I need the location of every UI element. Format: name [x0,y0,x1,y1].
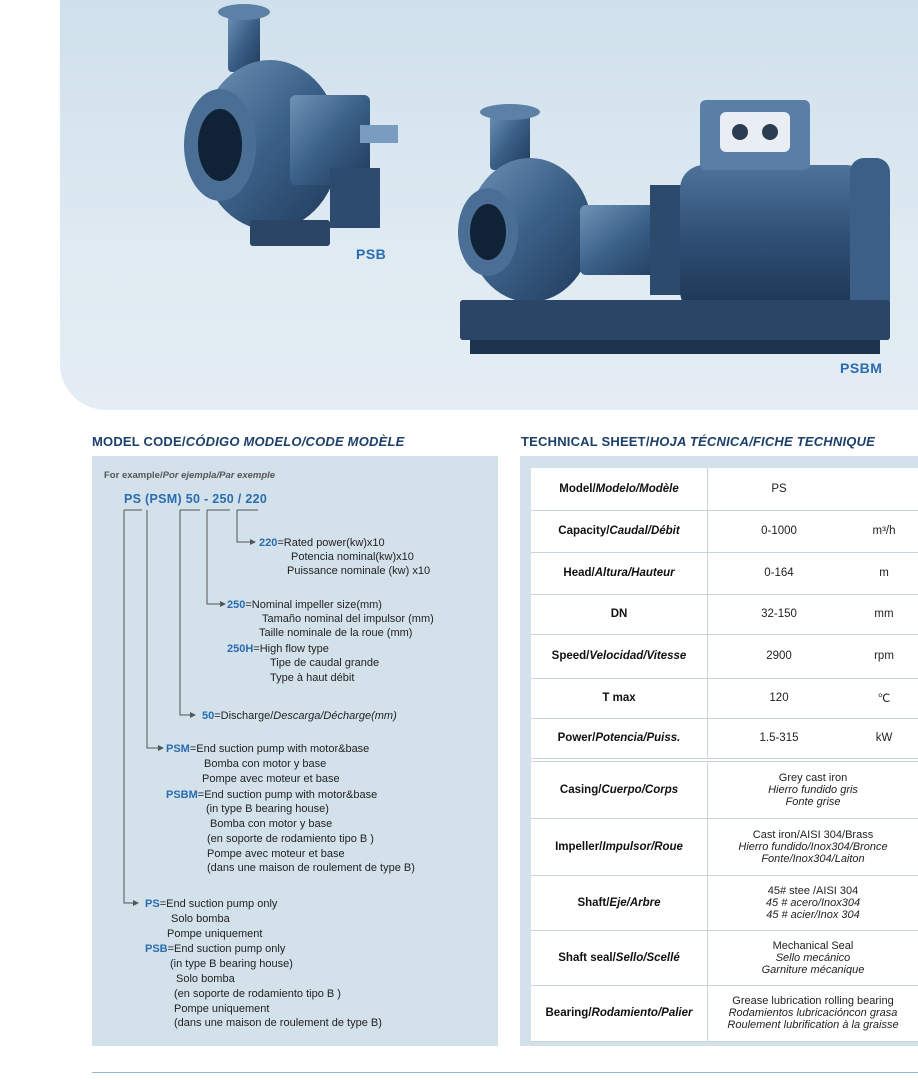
psm-code: PSM [166,743,190,755]
tech-sheet-table [531,468,918,1042]
material-fr: Roulement lubrification à la graisse [727,1019,899,1031]
psb-pump-illustration [60,0,918,410]
ps-code: PS [145,898,160,910]
table-row [531,875,918,930]
spec-label-es-fr: Modelo/Modèle [595,482,679,495]
material-en: Cast iron/AISI 304/Brass [752,828,874,841]
table-row [531,985,918,1041]
spec-value: 0-1000 [708,510,851,552]
psm-line-fr: Pompe avec moteur et base [202,773,340,785]
spec-label [531,678,708,718]
highflow-def [227,642,329,656]
material-label-es-fr: Cuerpo/Corps [601,783,679,796]
material-label [531,818,708,875]
material-en: Grease lubrication rolling bearing [732,995,894,1007]
spec-label [531,718,708,758]
highflow-line-fr: Type à haut débit [270,672,355,684]
spec-value: 2900 [708,634,851,678]
discharge-line-en: =Discharge/ [214,710,274,722]
spec-label [531,594,708,634]
material-label [531,875,708,930]
psbm-line-es-2: (en soporte de rodamiento tipo B ) [207,833,374,845]
table-row [531,594,918,634]
spec-label-en: Power/ [557,732,596,744]
highflow-code: 250H [227,643,254,655]
material-value [708,761,918,818]
spec-unit: rpm [850,634,918,678]
psbm-line-en-2: (in type B bearing house) [206,803,329,815]
psm-line-en: =End suction pump with motor&base [189,743,370,755]
power-def [259,536,385,550]
ps-def [145,897,277,911]
material-value [708,930,918,985]
impeller-line-fr: Taille nominale de la roue (mm) [259,627,413,639]
table-row [531,634,918,678]
spec-unit: ℃ [850,678,918,718]
spec-label-en: Speed/ [551,650,590,662]
discharge-code: 50 [202,710,215,722]
tech-sheet-title [521,434,875,449]
table-row [531,678,918,718]
material-es: Sello mecánico [775,951,851,964]
psb-line-en-2: (in type B bearing house) [170,958,293,970]
material-label [531,985,708,1041]
impeller-line-es: Tamaño nominal del impulsor (mm) [262,613,434,625]
spec-label-es-fr: Potencia/Puiss. [595,732,681,744]
psb-def [145,942,285,956]
material-label-es-fr: Eje/Arbre [609,896,661,909]
material-es: Hierro fundido/Inox304/Bronce [738,840,888,853]
psbm-line-fr: Pompe avec moteur et base [207,848,345,860]
spec-value: 1.5-315 [708,718,851,758]
material-en: 45# stee /AISI 304 [767,884,859,897]
material-value [708,985,918,1041]
table-row [531,930,918,985]
table-row [531,718,918,758]
spec-unit [850,468,918,510]
material-label [531,761,708,818]
spec-label [531,552,708,594]
spec-label-es-fr: Altura/Hauteur [594,567,675,579]
spec-label [531,468,708,510]
psbm-code: PSBM [166,789,198,801]
power-code: 220 [259,537,278,549]
psbm-line-fr-2: (dans une maison de roulement de type B) [207,862,415,874]
tech-sheet-title-en: TECHNICAL SHEET/ [521,434,650,449]
highflow-line-es: Tipe de caudal grande [270,657,380,669]
example-caption-es-fr: Por ejempla/Par exemple [162,470,276,481]
psm-line-es: Bomba con motor y base [204,758,327,770]
spec-unit: m [850,552,918,594]
material-fr: Fonte grise [785,795,841,808]
ps-line-fr: Pompe uniquement [167,928,263,940]
table-row [531,510,918,552]
impeller-code: 250 [227,599,246,611]
spec-label-en: Model/ [559,482,596,495]
psb-line-es: Solo bomba [176,973,235,985]
material-label-en: Shaft seal/ [558,951,616,964]
material-label-en: Bearing/ [545,1007,592,1019]
power-line-fr: Puissance nominale (kw) x10 [287,565,431,577]
discharge-line-es-fr: Descarga/Décharge(mm) [273,710,397,722]
highflow-line-en: =High flow type [253,643,329,655]
psm-def [166,742,369,756]
spec-label-es-fr: Caudal/Débit [609,525,680,537]
table-row [531,552,918,594]
table-row [531,468,918,510]
model-example-code: PS (PSM) 50 - 250 / 220 [124,492,268,506]
material-en: Mechanical Seal [772,939,854,952]
material-value [708,818,918,875]
product-hero [60,0,918,410]
spec-value: PS [708,468,851,510]
material-fr: Garniture mécanique [761,963,865,976]
material-label [531,930,708,985]
spec-unit: kW [850,718,918,758]
material-label-es-fr: Impulsor/Roue [602,840,683,853]
spec-label-es-fr: Velocidad/Vitesse [589,650,687,662]
spec-label [531,634,708,678]
table-row [531,818,918,875]
spec-value: 32-150 [708,594,851,634]
psb-line-es-2: (en soporte de rodamiento tipo B ) [174,988,341,1000]
model-code-title-en: MODEL CODE/ [92,434,186,449]
material-fr: Fonte/Inox304/Laiton [761,852,865,865]
psbm-line-en: =End suction pump with motor&base [197,789,378,801]
material-es: Hierro fundido gris [768,783,858,796]
psb-line-en: =End suction pump only [167,943,286,955]
tech-sheet-title-es-fr: HOJA TÉCNICA/FICHE TECHNIQUE [649,434,876,449]
example-caption [104,470,275,481]
psb-line-fr-2: (dans une maison de roulement de type B) [174,1017,382,1029]
spec-label-en: Capacity/ [558,525,610,537]
spec-unit: mm [850,594,918,634]
spec-value: 0-164 [708,552,851,594]
model-code-title-es-fr: CÓDIGO MODELO/CODE MODÈLE [185,434,405,449]
psbm-line-es: Bomba con motor y base [210,818,333,830]
spec-unit: m³/h [850,510,918,552]
psb-code: PSB [145,943,168,955]
material-label-en: Impeller/ [555,840,603,853]
ps-line-es: Solo bomba [171,913,230,925]
example-caption-en: For example/ [104,470,163,481]
impeller-def [227,598,382,612]
power-line-es: Potencia nominal(kw)x10 [291,551,414,563]
material-fr: 45 # acier/Inox 304 [766,908,860,921]
material-en: Grey cast iron [778,771,848,784]
material-label-en: Shaft/ [577,896,610,909]
spec-label [531,510,708,552]
material-value [708,875,918,930]
material-es: Rodamientos lubricacióncon grasa [728,1007,898,1019]
impeller-line-en: =Nominal impeller size(mm) [245,599,382,611]
psb-line-fr: Pompe uniquement [174,1003,270,1015]
spec-label-en: Head/ [563,567,595,579]
table-row [531,761,918,818]
ps-line-en: =End suction pump only [159,898,278,910]
material-label-en: Casing/ [559,783,602,796]
footer-divider [92,1072,918,1073]
material-label-es-fr: Rodamiento/Palier [591,1007,693,1019]
power-line-en: =Rated power(kw)x10 [277,537,385,549]
material-label-es-fr: Sello/Scellé [615,951,680,964]
spec-label-en: T max [602,692,636,704]
material-es: 45 # acero/Inox304 [765,896,861,909]
spec-value: 120 [708,678,851,718]
spec-label-en: DN [610,608,628,620]
psbm-label: PSBM [840,360,883,376]
model-code-title [92,434,405,449]
discharge-def [202,709,397,723]
psbm-def [166,788,377,802]
psb-label: PSB [356,246,387,262]
